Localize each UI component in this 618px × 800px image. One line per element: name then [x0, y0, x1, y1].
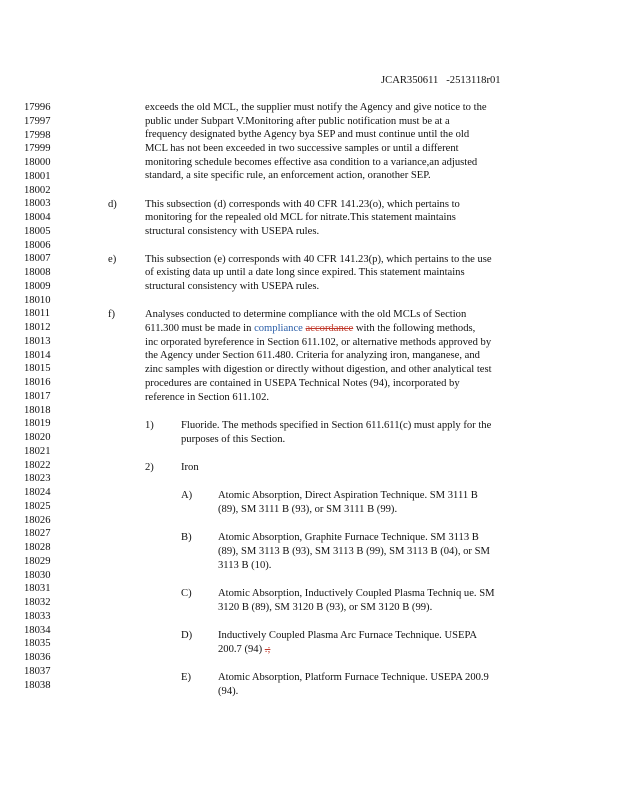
- deleted-text: accordance: [305, 323, 354, 334]
- line-number: 18005: [24, 225, 51, 237]
- line-number: 18007: [24, 253, 51, 265]
- deleted-punctuation: .;: [264, 644, 271, 655]
- item-marker-2: 2): [145, 462, 154, 473]
- item-E-line: (94).: [218, 686, 239, 697]
- item-D-text: 200.7 (94): [218, 644, 263, 655]
- item-marker-E: E): [181, 672, 191, 683]
- line-number: 18010: [24, 294, 51, 306]
- line-number: 17996: [24, 102, 51, 113]
- item-C-line: Atomic Absorption, Inductively Coupled Plasma Techniq ue. SM: [218, 588, 495, 599]
- line-number: 18016: [24, 377, 51, 388]
- para-top-line: standard, a site specific rule, an enforcement action, oranother SEP.: [145, 170, 431, 181]
- para-f-line: Analyses conducted to determine compliance with the old MCLs of Section: [145, 309, 467, 320]
- para-top-line: MCL has not been exceeded in two successive samples or until a different: [145, 143, 459, 154]
- item-B-line: (89), SM 3113 B (93), SM 3113 B (99), SM 3113 B (04), or SM: [218, 546, 490, 557]
- para-f-line: procedures are contained in USEPA Technical Notes (94), incorporated by: [145, 378, 460, 389]
- para-top-line: monitoring schedule becomes effective asa condition to a variance,an adjusted: [145, 157, 478, 168]
- para-e-line: This subsection (e) corresponds with 40 CFR 141.23(p), which pertains to the use: [145, 254, 492, 265]
- line-number: 18038: [24, 679, 51, 691]
- item-marker-C: C): [181, 588, 192, 599]
- line-number: 18035: [24, 638, 51, 650]
- item-D-line-amended: [218, 643, 270, 657]
- line-number: 18036: [24, 652, 51, 663]
- subsection-marker-d: d): [108, 199, 117, 210]
- line-number: 18003: [24, 198, 51, 210]
- line-number: 18018: [24, 404, 51, 416]
- para-f-line-amended: [145, 322, 475, 336]
- para-top-line: exceeds the old MCL, the supplier must notify the Agency and give notice to the: [145, 102, 487, 113]
- item-marker-B: B): [181, 532, 192, 543]
- line-number: 18015: [24, 363, 51, 375]
- line-number: 18028: [24, 542, 51, 553]
- para-f-text: 611.300 must be made in: [145, 323, 255, 334]
- item-C-line: 3120 B (89), SM 3120 B (93), or SM 3120 B (99).: [218, 602, 433, 613]
- para-f-line: the Agency under Section 611.480. Criteria for analyzing iron, manganese, and: [145, 350, 480, 361]
- line-number: 18026: [24, 514, 51, 526]
- para-d-line: structural consistency with USEPA rules.: [145, 226, 320, 237]
- subsection-marker-f: f): [108, 309, 116, 320]
- para-e-line: structural consistency with USEPA rules.: [145, 281, 320, 292]
- line-number: 18009: [24, 280, 51, 292]
- item-E-line: Atomic Absorption, Platform Furnace Technique. USEPA 200.9: [218, 672, 489, 683]
- document-header: [381, 75, 501, 86]
- line-number: 17997: [24, 115, 51, 127]
- item-2-text: Iron: [181, 462, 199, 473]
- line-number: 18019: [24, 418, 51, 430]
- item-marker-1: 1): [145, 420, 154, 431]
- line-number: 18004: [24, 212, 51, 223]
- line-number: 18006: [24, 239, 51, 251]
- para-f-text: with the following methods,: [353, 323, 476, 334]
- item-A-line: Atomic Absorption, Direct Aspiration Technique. SM 3111 B: [218, 490, 478, 501]
- line-number: 17999: [24, 143, 51, 155]
- item-1-line: Fluoride. The methods specified in Section 611.611(c) must apply for the: [181, 420, 492, 431]
- line-number: 18032: [24, 597, 51, 608]
- para-top-line: public under Subpart V.Monitoring after public notification must be at a: [145, 116, 450, 127]
- item-1-line: purposes of this Section.: [181, 434, 286, 445]
- para-f-line: reference in Section 611.102.: [145, 392, 270, 403]
- line-number: 18037: [24, 665, 51, 677]
- para-f-line: zinc samples with digestion or directly without digestion, and other analytical test: [145, 364, 492, 375]
- line-number: 18011: [24, 308, 51, 320]
- item-B-line: Atomic Absorption, Graphite Furnace Technique. SM 3113 B: [218, 532, 479, 543]
- line-number: 18031: [24, 583, 51, 595]
- doc-revision: -2513118r01: [446, 75, 501, 86]
- para-top-line: frequency designated bythe Agency bya SEP and must continue until the old: [145, 129, 470, 140]
- line-number: 18001: [24, 170, 51, 182]
- para-d-line: monitoring for the repealed old MCL for nitrate.This statement maintains: [145, 212, 456, 223]
- item-D-line: Inductively Coupled Plasma Arc Furnace Technique. USEPA: [218, 630, 478, 641]
- inserted-text: compliance: [254, 323, 303, 334]
- line-number: 18030: [24, 569, 51, 581]
- line-number: 18023: [24, 473, 51, 485]
- line-number: 18017: [24, 390, 51, 402]
- doc-code: JCAR350611: [381, 75, 439, 86]
- para-e-line: of existing data up until a date long since expired. This statement maintains: [145, 267, 465, 278]
- item-B-line: 3113 B (10).: [218, 560, 272, 571]
- line-number: 18008: [24, 267, 51, 278]
- line-number: 18034: [24, 624, 51, 636]
- item-marker-D: D): [181, 630, 193, 641]
- line-number: 18029: [24, 555, 51, 567]
- line-number: 18012: [24, 322, 51, 333]
- subsection-marker-e: e): [108, 254, 117, 265]
- line-number: 18025: [24, 500, 51, 512]
- para-d-line: This subsection (d) corresponds with 40 CFR 141.23(o), which pertains to: [145, 199, 460, 210]
- line-number: 18000: [24, 157, 51, 168]
- line-number: 18020: [24, 432, 51, 443]
- line-number: 18014: [24, 349, 51, 361]
- line-number: 17998: [24, 129, 51, 141]
- line-number: 18021: [24, 445, 51, 457]
- item-A-line: (89), SM 3111 B (93), or SM 3111 B (99).: [218, 504, 398, 515]
- line-number: 18002: [24, 184, 51, 196]
- line-number: 18013: [24, 335, 51, 347]
- item-marker-A: A): [181, 490, 193, 501]
- line-number: 18022: [24, 459, 51, 471]
- line-number: 18027: [24, 528, 51, 540]
- para-f-line: inc orporated byreference in Section 611.102, or alternative methods approved by: [145, 337, 492, 348]
- line-number: 18033: [24, 610, 51, 622]
- line-number: 18024: [24, 487, 51, 498]
